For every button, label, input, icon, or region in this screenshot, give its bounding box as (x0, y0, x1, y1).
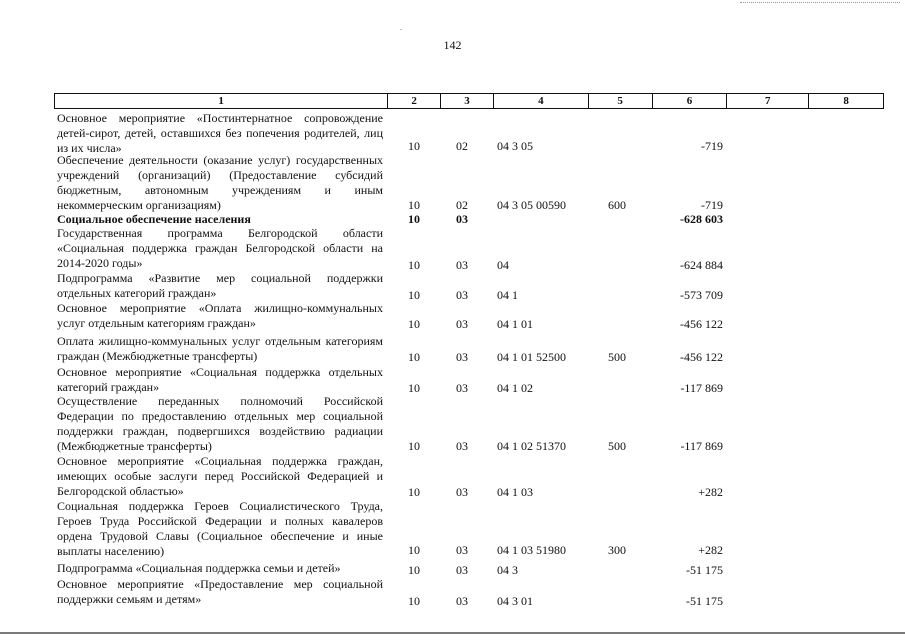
header-col-6: 6 (653, 94, 728, 108)
row-amount: -624 884 (680, 258, 723, 272)
row-expense-type: 300 (608, 543, 626, 557)
row-target-code: 04 3 (497, 563, 518, 577)
row-target-code: 04 1 01 52500 (497, 350, 566, 364)
row-name: Подпрограмма «Социальная поддержка семьи и детей» (57, 561, 341, 575)
row-amount: -628 603 (680, 212, 723, 226)
row-section: 10 (408, 258, 420, 272)
row-amount: -456 122 (680, 350, 723, 364)
row-section: 10 (408, 381, 420, 395)
row-subsection: 03 (456, 563, 468, 577)
row-target-code: 04 1 03 51980 (497, 543, 566, 557)
row-section: 10 (408, 317, 420, 331)
row-section: 10 (408, 139, 420, 153)
scan-mark: . (400, 23, 402, 32)
header-col-7: 7 (727, 94, 809, 108)
row-amount: -117 869 (680, 381, 723, 395)
row-name: Государственная программа Белгородской области «Социальная поддержка граждан Белгородской области на 2014-2020 годы» (57, 226, 383, 270)
row-subsection: 03 (456, 439, 468, 453)
header-col-2: 2 (388, 94, 441, 108)
row-expense-type: 500 (608, 350, 626, 364)
row-section: 10 (408, 439, 420, 453)
row-amount: -456 122 (680, 317, 723, 331)
row-amount: -51 175 (686, 563, 723, 577)
row-subsection: 03 (456, 381, 468, 395)
row-amount: +282 (698, 543, 723, 557)
row-target-code: 04 3 01 (497, 594, 533, 608)
scan-artifact-bottom (0, 632, 905, 634)
row-subsection: 03 (456, 485, 468, 499)
row-subsection: 03 (456, 594, 468, 608)
row-target-code: 04 1 02 51370 (497, 439, 566, 453)
row-section: 10 (408, 212, 420, 226)
row-amount: -117 869 (680, 439, 723, 453)
row-amount: +282 (698, 485, 723, 499)
row-name: Осуществление переданных полномочий Российской Федерации по предоставлению отдельных мер социальной поддержки граждан, подвергшихся воздействию радиации (Межбюджетные трансферты) (57, 394, 383, 453)
row-name: Подпрограмма «Развитие мер социальной поддержки отдельных категорий граждан» (57, 271, 383, 300)
header-col-5: 5 (589, 94, 653, 108)
row-section: 10 (408, 288, 420, 302)
row-section: 10 (408, 350, 420, 364)
row-subsection: 03 (456, 317, 468, 331)
row-section: 10 (408, 543, 420, 557)
page-number: 142 (443, 38, 462, 52)
header-col-4: 4 (494, 94, 589, 108)
row-name: Оплата жилищно-коммунальных услуг отдельным категориям граждан (Межбюджетные трансферты) (57, 334, 383, 363)
header-col-1: 1 (55, 94, 388, 108)
row-target-code: 04 3 05 00590 (497, 198, 566, 212)
row-name: Основное мероприятие «Социальная поддержка отдельных категорий граждан» (57, 365, 383, 394)
header-col-3: 3 (441, 94, 494, 108)
row-amount: -719 (701, 198, 723, 212)
row-target-code: 04 1 01 (497, 317, 533, 331)
row-amount: -51 175 (686, 594, 723, 608)
row-target-code: 04 (497, 258, 509, 272)
row-amount: -573 709 (680, 288, 723, 302)
row-amount: -719 (701, 139, 723, 153)
row-target-code: 04 1 03 (497, 485, 533, 499)
row-name: Обеспечение деятельности (оказание услуг) государственных учреждений (организаций) (Предоставление субсидий бюджетным, автономным учреждениям и иным некоммерческим организациям) (57, 153, 383, 212)
row-name: Социальная поддержка Героев Социалистического Труда, Героев Труда Российской Федерации и полных кавалеров ордена Трудовой Славы (Социальное обеспечение и иные выплаты населению) (57, 499, 383, 558)
row-target-code: 04 1 02 (497, 381, 533, 395)
row-section: 10 (408, 594, 420, 608)
row-subsection: 03 (456, 212, 468, 226)
row-subsection: 03 (456, 258, 468, 272)
row-name: Социальное обеспечение населения (57, 212, 251, 226)
row-name: Основное мероприятие «Социальная поддержка граждан, имеющих особые заслуги перед Российской Федерацией и Белгородской областью» (57, 454, 383, 498)
table-header (54, 93, 884, 109)
row-name: Основное мероприятие «Постинтернатное сопровождение детей-сирот, детей, оставшихся без попечения родителей, лиц из их числа» (57, 111, 383, 155)
row-section: 10 (408, 563, 420, 577)
row-expense-type: 500 (608, 439, 626, 453)
scan-artifact-top (740, 2, 900, 4)
row-section: 10 (408, 485, 420, 499)
row-section: 10 (408, 198, 420, 212)
row-subsection: 02 (456, 139, 468, 153)
row-name: Основное мероприятие «Оплата жилищно-коммунальных услуг отдельным категориям граждан» (57, 301, 383, 330)
header-col-8: 8 (843, 95, 849, 107)
row-subsection: 03 (456, 288, 468, 302)
row-subsection: 03 (456, 543, 468, 557)
row-name: Основное мероприятие «Предоставление мер социальной поддержки семьям и детям» (57, 577, 383, 606)
row-subsection: 03 (456, 350, 468, 364)
row-target-code: 04 3 05 (497, 139, 533, 153)
row-subsection: 02 (456, 198, 468, 212)
row-target-code: 04 1 (497, 288, 518, 302)
row-expense-type: 600 (608, 198, 626, 212)
